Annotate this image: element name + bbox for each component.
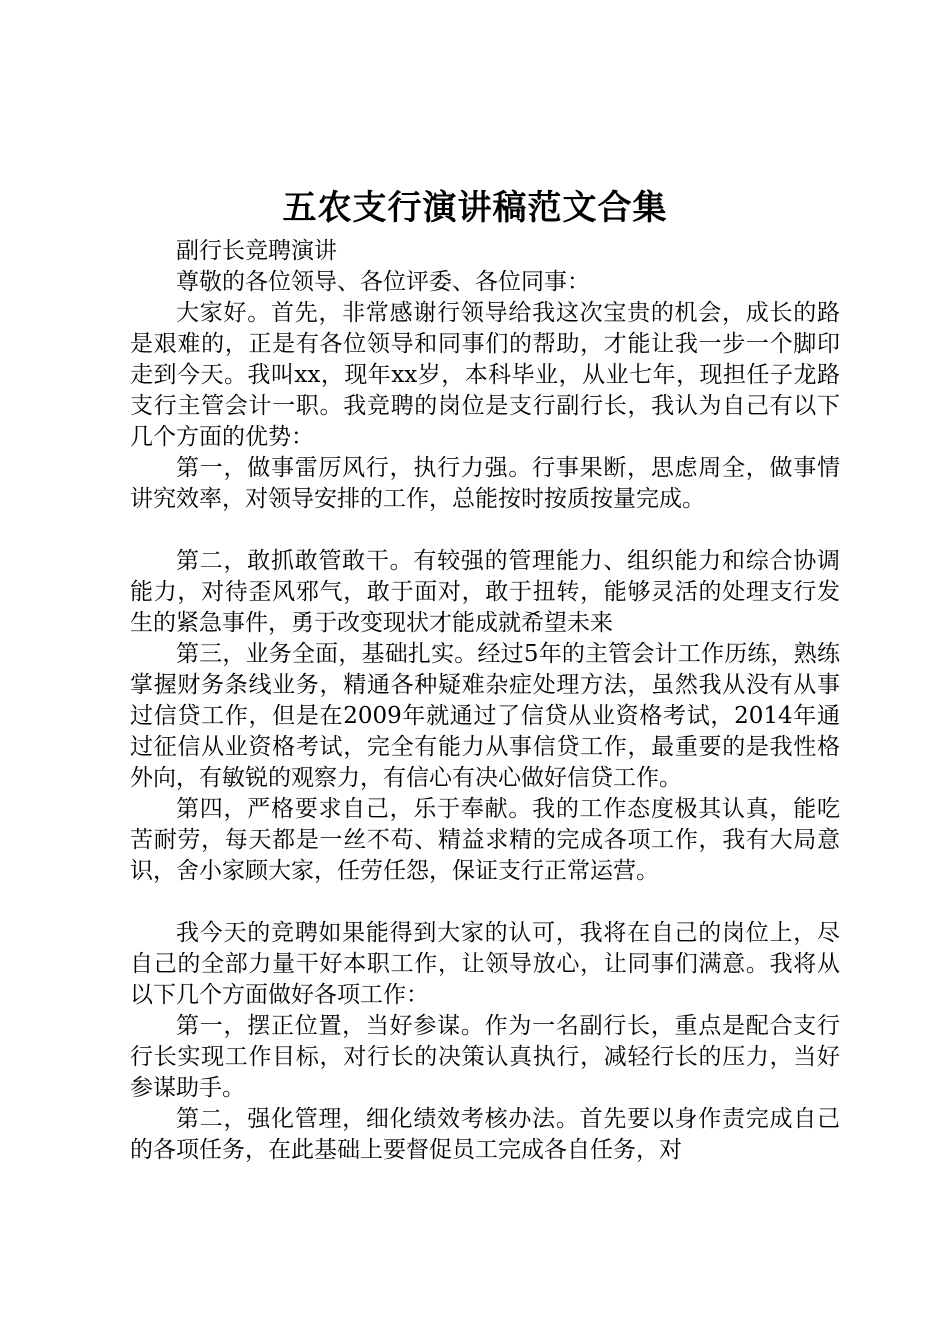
commitment-paragraph: 我今天的竞聘如果能得到大家的认可，我将在自己的岗位上，尽自己的全部力量干好本职工作，让领导放心，让同事们满意。我将从以下几个方面做好各项工作： — [130, 920, 840, 1008]
salutation-paragraph: 尊敬的各位领导、各位评委、各位同事： — [176, 269, 590, 295]
plan-paragraph-2: 第二，强化管理，细化绩效考核办法。首先要以身作责完成自己的各项任务，在此基础上要督促员工完成各自任务，对 — [130, 1106, 840, 1163]
strength-paragraph-4: 第四，严格要求自己，乐于奉献。我的工作态度极其认真，能吃苦耐劳，每天都是一丝不苟、精益求精的完成各项工作，我有大局意识，舍小家顾大家，任劳任怨，保证支行正常运营。 — [130, 796, 840, 884]
document-body — [130, 236, 840, 1166]
document-title: 五农支行演讲稿范文合集 — [282, 188, 668, 228]
intro-paragraph: 大家好。首先，非常感谢行领导给我这次宝贵的机会，成长的路是艰难的，正是有各位领导和同事们的帮助，才能让我一步一个脚印走到今天。我叫xx，现年xx岁，本科毕业，从业七年，现担任子龙路支行主管会计一职。我竞聘的岗位是支行副行长，我认为自己有以下几个方面的优势： — [130, 300, 840, 450]
strength-paragraph-2: 第二，敢抓敢管敢干。有较强的管理能力、组织能力和综合协调能力，对待歪风邪气，敢于面对，敢于扭转，能够灵活的处理支行发生的紧急事件，勇于改变现状才能成就希望未来 — [130, 548, 840, 636]
strength-paragraph-3: 第三，业务全面，基础扎实。经过5年的主管会计工作历练，熟练掌握财务条线业务，精通各种疑难杂症处理方法，虽然我从没有从事过信贷工作，但是在2009年就通过了信贷从业资格考试，2014年通过征信从业资格考试，完全有能力从事信贷工作，最重要的是我性格外向，有敏锐的观察力，有信心有决心做好信贷工作。 — [130, 641, 840, 791]
plan-paragraph-1: 第一，摆正位置，当好参谋。作为一名副行长，重点是配合支行行长实现工作目标，对行长的决策认真执行，减轻行长的压力，当好参谋助手。 — [130, 1013, 840, 1101]
strength-paragraph-1: 第一，做事雷厉风行，执行力强。行事果断，思虑周全，做事情讲究效率，对领导安排的工作，总能按时按质按量完成。 — [130, 455, 840, 512]
subtitle-paragraph: 副行长竞聘演讲 — [176, 238, 337, 264]
